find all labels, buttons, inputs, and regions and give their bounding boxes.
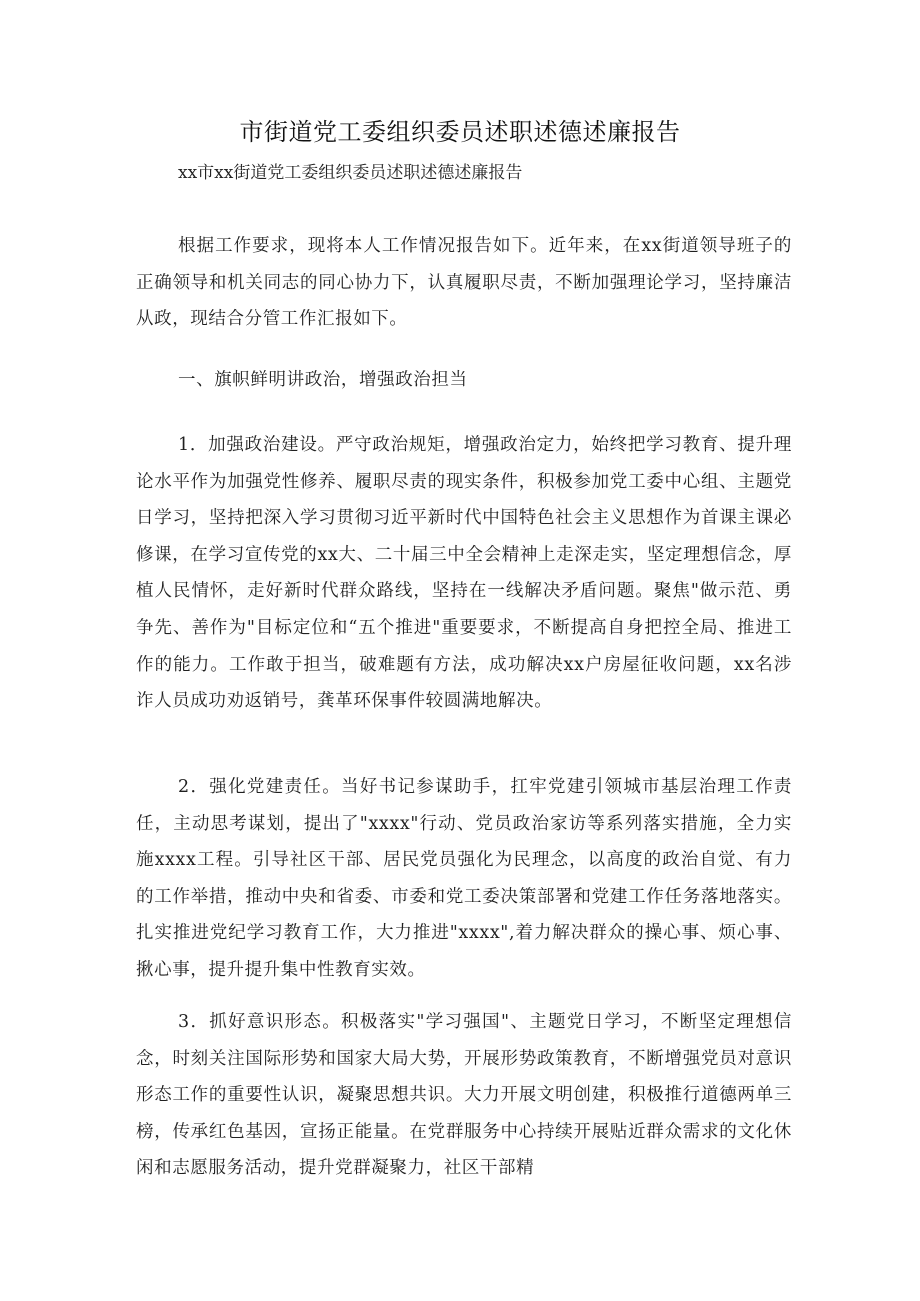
- document-subtitle: xx市xx街道党工委组织委员述职述德述廉报告: [178, 163, 523, 183]
- document-title: 市街道党工委组织委员述职述德述廉报告: [239, 118, 681, 146]
- intro-paragraph: 根据工作要求，现将本人工作情况报告如下。近年来，在xx街道领导班子的正确领导和机关同志的同心协力下，认真履职尽责，不断加强理论学习，坚持廉洁从政，现结合分管工作汇报如下。: [136, 236, 792, 330]
- item-paragraph-1: 1．加强政治建设。严守政治规矩，增强政治定力，始终把学习教育、提升理论水平作为加强党性修养、履职尽责的现实条件，积极参加党工委中心组、主题党日学习，坚持把深入学习贯彻习近平新时代中国特色社会主义思想作为首课主课必修课，在学习宣传党的xx大、二十届三中全会精神上走深走实，坚定理想信念，厚植人民情怀，走好新时代群众路线，坚持在一线解决矛盾问题。聚焦"做示范、勇争先、善作为"目标定位和“五个推进"重要要求，不断提高自身把控全局、推进工作的能力。工作敢于担当，破难题有方法，成功解决xx户房屋征收问题，xx名涉诈人员成功劝返销号，龚革环保事件较圆满地解决。: [136, 435, 792, 712]
- item-paragraph-2: 2．强化党建责任。当好书记参谋助手，扛牢党建引领城市基层治理工作责任，主动思考谋划，提出了"xxxx"行动、党员政治家访等系列落实措施，全力实施xxxx工程。引导社区干部、居民党员强化为民理念，以高度的政治自觉、有力的工作举措，推动中央和省委、市委和党工委决策部署和党建工作任务落地落实。扎实推进党纪学习教育工作，大力推进"xxxx",着力解决群众的操心事、烦心事、揪心事，提升提升集中性教育实效。: [136, 777, 792, 980]
- section-heading-1: 一、旗帜鲜明讲政治，增强政治担当: [178, 370, 468, 390]
- item-paragraph-3: 3．抓好意识形态。积极落实"学习强国"、主题党日学习，不断坚定理想信念，时刻关注国际形势和国家大局大势，开展形势政策教育，不断增强党员对意识形态工作的重要性认识，凝聚思想共识。大力开展文明创建，积极推行道德两单三榜，传承红色基因，宣扬正能量。在党群服务中心持续开展贴近群众需求的文化休闲和志愿服务活动，提升党群凝聚力，社区干部精: [136, 1012, 792, 1179]
